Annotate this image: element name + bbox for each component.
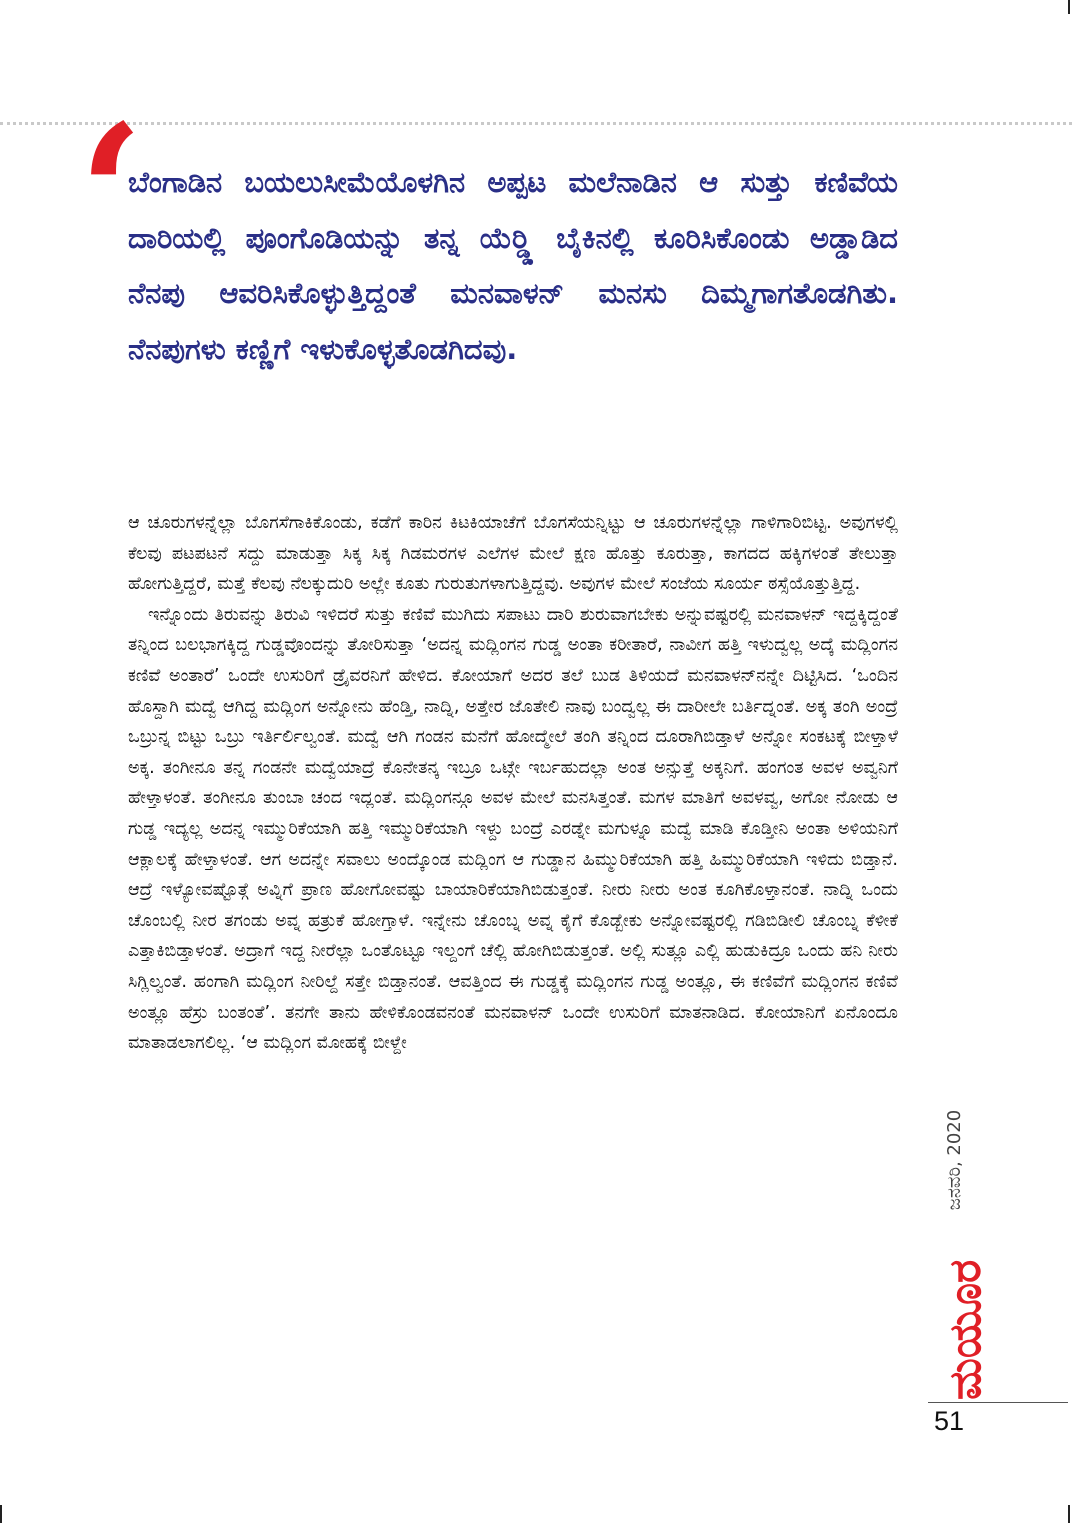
magazine-masthead: ಮಯೂರ — [940, 1259, 991, 1400]
dotted-divider — [0, 122, 1072, 125]
paragraph: ಇನ್ನೊಂದು ತಿರುವನ್ನು ತಿರುವಿ ಇಳಿದರೆ ಸುತ್ತು ಕಣಿವೆ ಮುಗಿದು ಸಪಾಟು ದಾರಿ ಶುರುವಾಗಬೇಕು ಅನ್ನುವಷ್ಟರಲ್ಲಿ ಮನವಾಳನ್ ಇದ್ದಕ್ಕಿದ್ದಂತೆ ತನ್ನಿಂದ ಬಲಭಾಗಕ್ಕಿದ್ದ ಗುಡ್ಡವೊಂದನ್ನು ತೋರಿಸುತ್ತಾ ‘ಅದನ್ನ ಮದ್ಲಿಂಗನ ಗುಡ್ಡ ಅಂತಾ ಕರೀತಾರೆ, ನಾವೀಗ ಹತ್ತಿ ಇಳುದ್ವಲ್ಲ ಅದ್ಕೆ ಮದ್ಲಿಂಗನ ಕಣಿವೆ ಅಂತಾರೆ’ ಒಂದೇ ಉಸುರಿಗೆ ಡ್ರೈವರನಿಗೆ ಹೇಳಿದ. ಕೋಯಾಗೆ ಅದರ ತಲೆ ಬುಡ ತಿಳಿಯದೆ ಮನವಾಳನ್‌ನನ್ನೇ ದಿಟ್ಟಿಸಿದ. ‘ಒಂದಿನ ಹೊಸ್ದಾಗಿ ಮದ್ವೆ ಆಗಿದ್ದ ಮದ್ಲಿಂಗ ಅನ್ನೋನು ಹೆಂಡ್ತಿ, ನಾದ್ನಿ, ಅತ್ತೇರ ಜೊತೇಲಿ ನಾವು ಬಂದ್ವಲ್ಲ ಈ ದಾರೀಲೇ ಬರ್ತಿದ್ನಂತೆ. ಅಕ್ಕ ತಂಗಿ ಅಂದ್ರೆ ಒಬ್ರುನ್ನ ಬಿಟ್ಟು ಒಬ್ರು ಇರ್ತಿರ್ಲಿಲ್ವಂತೆ. ಮದ್ವೆ ಆಗಿ ಗಂಡನ ಮನೆಗೆ ಹೋದ್ಮೇಲೆ ತಂಗಿ ತನ್ನಿಂದ ದೂರಾಗಿಬಿಡ್ತಾಳೆ ಅನ್ನೋ ಸಂಕಟಕ್ಕೆ ಬೀಳ್ತಾಳೆ ಅಕ್ಕ. ತಂಗೀನೂ ತನ್ನ ಗಂಡನೇ ಮದ್ವೆಯಾದ್ರೆ ಕೊನೇತನ್ಕ ಇಬ್ರೂ ಒಟ್ಗೇ ಇರ್ಬಹುದಲ್ಲಾ ಅಂತ ಅನ್ಸುತ್ತೆ ಅಕ್ಕನಿಗೆ. ಹಂಗಂತ ಅವಳ ಅವ್ವನಿಗೆ ಹೇಳ್ತಾಳಂತೆ. ತಂಗೀನೂ ತುಂಬಾ ಚಂದ ಇದ್ಲಂತೆ. ಮದ್ಲಿಂಗನ್ಗೂ ಅವಳ ಮೇಲೆ ಮನಸಿತ್ತಂತೆ. ಮಗಳ ಮಾತಿಗೆ ಅವಳವ್ವ, ಅಗೋ ನೋಡು ಆ ಗುಡ್ಡ ಇದ್ಯಲ್ಲ ಅದನ್ನ ಇಮ್ಮುರಿಕೆಯಾಗಿ ಹತ್ತಿ ಇಮ್ಮುರಿಕೆಯಾಗಿ ಇಳ್ದು ಬಂದ್ರೆ ಎರಡ್ನೇ ಮಗುಳ್ನೂ ಮದ್ವೆ ಮಾಡಿ ಕೊಡ್ತೀನಿ ಅಂತಾ ಅಳಿಯನಿಗೆ ಆಕ್ಲಾಲಕ್ಕೆ ಹೇಳ್ತಾಳಂತೆ. ಆಗ ಅದನ್ನೇ ಸವಾಲು ಅಂದ್ಕೊಂಡ ಮದ್ಲಿಂಗ ಆ ಗುಡ್ಡಾನ ಹಿಮ್ಮುರಿಕೆಯಾಗಿ ಹತ್ತಿ ಹಿಮ್ಮುರಿಕೆಯಾಗಿ ಇಳಿದು ಬಿಡ್ತಾನೆ. ಆದ್ರೆ ಇಳ್ಯೋವಷ್ಟೊತ್ಗೆ ಅವ್ನಿಗೆ ಪ್ರಾಣ ಹೋಗೋವಷ್ಟು ಬಾಯಾರಿಕೆಯಾಗಿಬಿಡುತ್ತಂತೆ. ನೀರು ನೀರು ಅಂತ ಕೂಗಿಕೊಳ್ತಾನಂತೆ. ನಾದ್ನಿ ಒಂದು ಚೊಂಬಲ್ಲಿ ನೀರ ತಗಂಡು ಅವ್ನ ಹತ್ರುಕೆ ಹೋಗ್ತಾಳೆ. ಇನ್ನೇನು ಚೊಂಬ್ನ ಅವ್ನ ಕೈಗೆ ಕೊಡ್ಬೇಕು ಅನ್ನೋವಷ್ಟರಲ್ಲಿ ಗಡಿಬಿಡೀಲಿ ಚೊಂಬ್ನ ಕೆಳೀಕೆ ಎತ್ತಾಕಿಬಿಡ್ತಾಳಂತೆ. ಅದ್ರಾಗೆ ಇದ್ದ ನೀರೆಲ್ಲಾ ಒಂತೊಟ್ಟೂ ಇಲ್ದಂಗೆ ಚೆಲ್ಲಿ ಹೋಗಿಬಿಡುತ್ತಂತೆ. ಅಲ್ಲಿ ಸುತ್ಲೂ ಎಲ್ಲಿ ಹುಡುಕಿದ್ರೂ ಒಂದು ಹನಿ ನೀರು ಸಿಗ್ಲಿಲ್ವಂತೆ. ಹಂಗಾಗಿ ಮದ್ಲಿಂಗ ನೀರಿಲ್ದೆ ಸತ್ತೇ ಬಿಡ್ತಾನಂತೆ. ಆವತ್ತಿಂದ ಈ ಗುಡ್ಡಕ್ಕೆ ಮದ್ಲಿಂಗನ ಗುಡ್ಡ ಅಂತ್ಲೂ, ಈ ಕಣಿವೆಗೆ ಮದ್ಲಿಂಗನ ಕಣಿವೆ ಅಂತ್ಲೂ ಹೆಸ್ರು ಬಂತಂತೆ’. ತನಗೇ ತಾನು ಹೇಳಿಕೊಂಡವನಂತೆ ಮನವಾಳನ್ ಒಂದೇ ಉಸುರಿಗೆ ಮಾತನಾಡಿದ. ಕೋಯಾನಿಗೆ ಏನೊಂದೂ ಮಾತಾಡಲಾಗಲಿಲ್ಲ. ‘ಆ ಮದ್ಲಿಂಗ ಮೋಹಕ್ಕೆ ಬೀಳ್ದೇ — [128, 604, 898, 1054]
crop-mark — [0, 1505, 2, 1523]
page-number-rule — [928, 1402, 1068, 1403]
issue-date-box — [940, 1100, 970, 1220]
issue-date: ಜನವರಿ, 2020 — [944, 1109, 965, 1211]
paragraph: ಆ ಚೂರುಗಳನ್ನೆಲ್ಲಾ ಬೊಗಸೆಗಾಕಿಕೊಂಡು, ಕಡೆಗೆ ಕಾರಿನ ಕಿಟಕಿಯಾಚೆಗೆ ಬೊಗಸೆಯನ್ನಿಟ್ಟು ಆ ಚೂರುಗಳನ್ನೆಲ್ಲಾ ಗಾಳಿಗಾರಿಬಿಟ್ಟ. ಅವುಗಳಲ್ಲಿ ಕೆಲವು ಪಟಪಟನೆ ಸದ್ದು ಮಾಡುತ್ತಾ ಸಿಕ್ಕ ಸಿಕ್ಕ ಗಿಡಮರಗಳ ಎಲೆಗಳ ಮೇಲೆ ಕ್ಷಣ ಹೊತ್ತು ಕೂರುತ್ತಾ, ಕಾಗದದ ಹಕ್ಕಿಗಳಂತೆ ತೇಲುತ್ತಾ ಹೋಗುತ್ತಿದ್ದರೆ, ಮತ್ತೆ ಕೆಲವು ನೆಲಕ್ಕುದುರಿ ಅಲ್ಲೇ ಕೂತು ಗುರುತುಗಳಾಗುತ್ತಿದ್ದವು. ಅವುಗಳ ಮೇಲೆ ಸಂಜೆಯ ಸೂರ್ಯ ಠಸ್ಸೆಯೊತ್ತುತ್ತಿದ್ದ. — [128, 513, 898, 595]
quote-mark-icon: ‘ — [78, 83, 145, 306]
pull-quote: ಬೆಂಗಾಡಿನ ಬಯಲುಸೀಮೆಯೊಳಗಿನ ಅಪ್ಪಟ ಮಲೆನಾಡಿನ ಆ ಸುತ್ತು ಕಣಿವೆಯ ದಾರಿಯಲ್ಲಿ ಪೂಂಗೊಡಿಯನ್ನು ತನ್ನ ಯೆರ್‍ಡ್ಡಿ ಬೈಕಿನಲ್ಲಿ ಕೂರಿಸಿಕೊಂಡು ಅಡ್ಡಾಡಿದ ನೆನಪು ಆವರಿಸಿಕೊಳ್ಳುತ್ತಿದ್ದಂತೆ ಮನವಾಳನ್ ಮನಸು ದಿಮ್ಮಗಾಗತೊಡಗಿತು. ನೆನಪುಗಳು ಕಣ್ಣಿಗೆ ಇಳುಕೊಳ್ಳತೊಡಗಿದವು. — [128, 165, 898, 366]
crop-mark — [1068, 1505, 1070, 1523]
page-number: 51 — [934, 1406, 965, 1436]
crop-mark — [1068, 0, 1070, 14]
masthead-box — [938, 1260, 994, 1400]
article-body — [128, 508, 898, 1059]
